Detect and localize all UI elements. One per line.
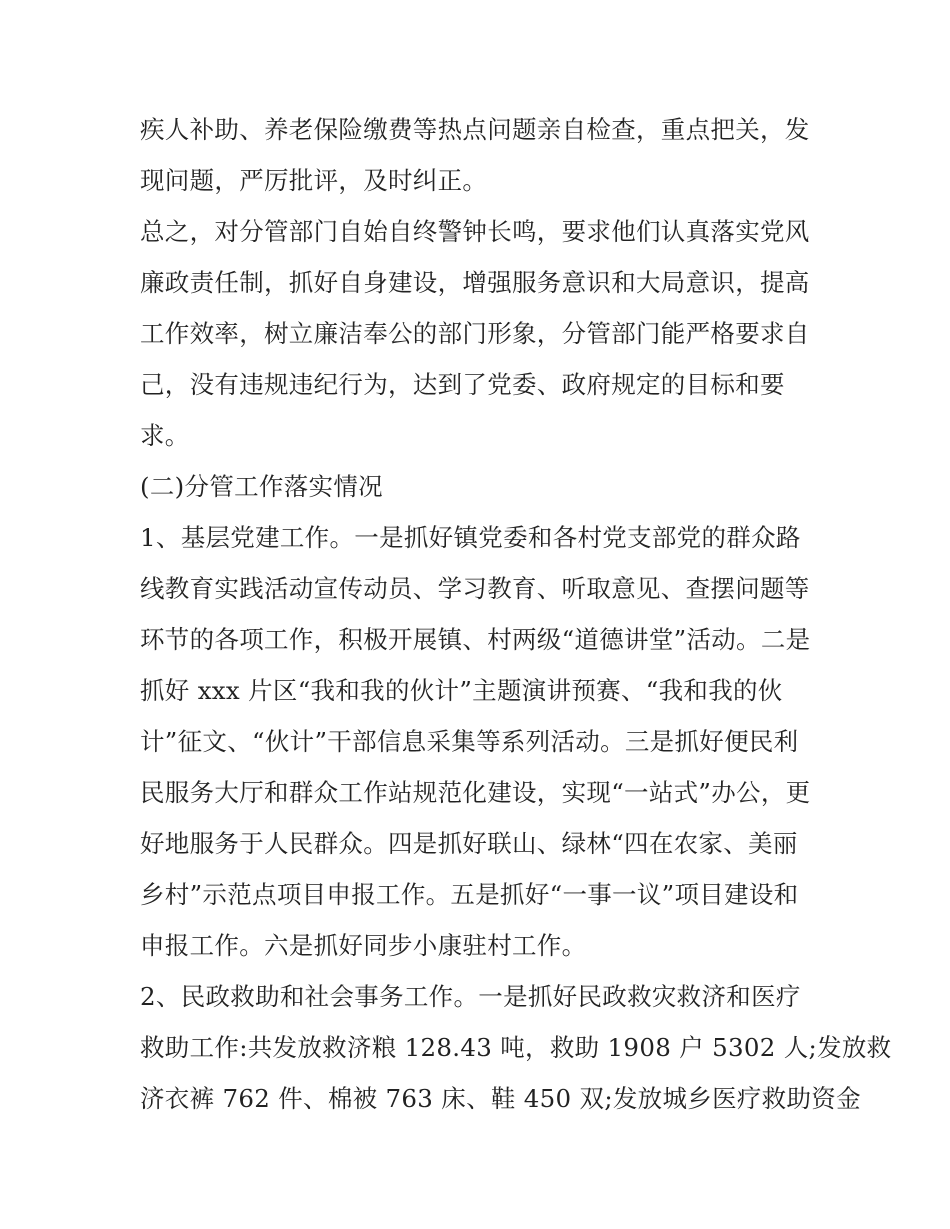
text-line-19: 救助工作:共发放救济粮 128.43 吨，救助 1908 户 5302 人;发放救 xyxy=(140,1033,892,1062)
text-line-12: 抓好 xxx 片区“我和我的伙计”主题演讲预赛、“我和我的伙 xyxy=(140,676,783,705)
text-line-7: 求。 xyxy=(140,421,190,450)
text-line-13: 计”征文、“伙计”干部信息采集等系列活动。三是抓好便民利 xyxy=(140,727,799,756)
text-line-10: 线教育实践活动宣传动员、学习教育、听取意见、查摆问题等 xyxy=(140,574,810,603)
text-line-15: 好地服务于人民群众。四是抓好联山、绿林“四在农家、美丽 xyxy=(140,829,798,858)
text-line-16: 乡村”示范点项目申报工作。五是抓好“一事一议”项目建设和 xyxy=(140,880,799,909)
text-line-5: 工作效率，树立廉洁奉公的部门形象，分管部门能严格要求自 xyxy=(140,319,810,348)
text-line-17: 申报工作。六是抓好同步小康驻村工作。 xyxy=(140,931,587,960)
text-line-4: 廉政责任制，抓好自身建设，增强服务意识和大局意识，提高 xyxy=(140,268,810,297)
text-line-1: 疾人补助、养老保险缴费等热点问题亲自检查，重点把关，发 xyxy=(140,115,810,144)
text-line-2: 现问题，严厉批评，及时纠正。 xyxy=(140,166,488,195)
section-heading: (二)分管工作落实情况 xyxy=(140,472,383,501)
text-line-11: 环节的各项工作，积极开展镇、村两级“道德讲堂”活动。二是 xyxy=(140,625,811,654)
text-line-20: 济衣裤 762 件、棉被 763 床、鞋 450 双;发放城乡医疗救助资金 xyxy=(140,1084,861,1113)
text-line-6: 己，没有违规违纪行为，达到了党委、政府规定的目标和要 xyxy=(140,370,785,399)
text-line-18: 2、民政救助和社会事务工作。一是抓好民政救灾救济和医疗 xyxy=(140,982,801,1011)
text-line-14: 民服务大厅和群众工作站规范化建设，实现“一站式”办公，更 xyxy=(140,778,811,807)
text-line-3: 总之，对分管部门自始自终警钟长鸣，要求他们认真落实党风 xyxy=(140,217,810,246)
text-line-9: 1、基层党建工作。一是抓好镇党委和各村党支部党的群众路 xyxy=(140,523,801,552)
